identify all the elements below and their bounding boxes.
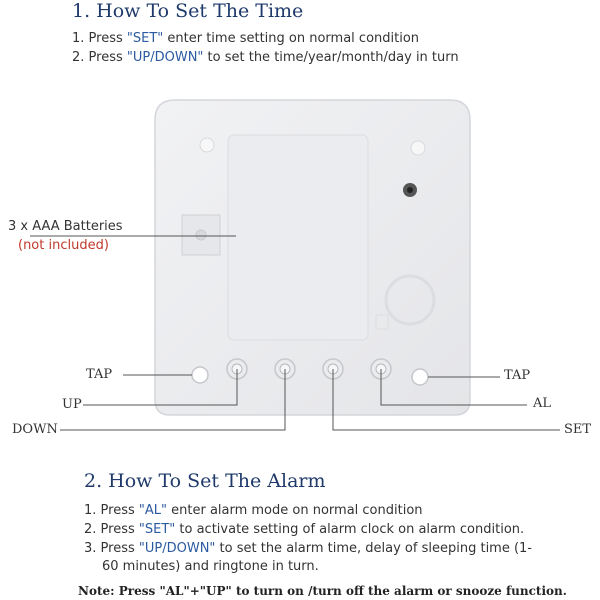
step-num: 1. Press xyxy=(84,503,139,518)
al-label: AL xyxy=(533,396,552,411)
step-num: 3. Press xyxy=(84,541,139,556)
step-text: to activate setting of alarm clock on alarm condition. xyxy=(175,522,525,537)
note-plus: + xyxy=(189,584,200,598)
battery-label: 3 x AAA Batteries xyxy=(8,219,123,234)
section2-step-1 xyxy=(84,503,423,518)
step-key: "UP/DOWN" xyxy=(138,541,216,556)
section2-step-2 xyxy=(84,522,524,537)
step-key: "AL" xyxy=(138,503,167,518)
section2-title: 2. How To Set The Alarm xyxy=(84,470,326,492)
set-label: SET xyxy=(564,422,592,437)
step-num: 1. Press xyxy=(72,31,127,46)
step-num: 2. Press xyxy=(72,50,127,65)
step-key: "SET" xyxy=(138,522,176,537)
step-num: 2. Press xyxy=(84,522,139,537)
mount-hole xyxy=(411,141,425,155)
up-label: UP xyxy=(62,397,82,412)
note-prefix: Note: Press xyxy=(78,584,160,598)
step-text: enter alarm mode on normal condition xyxy=(167,503,423,518)
step-key: "SET" xyxy=(126,31,164,46)
tap-right-label: TAP xyxy=(504,368,531,383)
mount-hole xyxy=(200,138,214,152)
step-text: to set the alarm time, delay of sleeping time (1- xyxy=(215,541,533,556)
battery-compartment xyxy=(228,135,368,340)
note-suffix: to turn on /turn off the alarm or snooze function. xyxy=(231,584,567,598)
tap-left-button xyxy=(192,367,208,383)
note-key-up: "UP" xyxy=(199,584,232,598)
tap-right-button xyxy=(412,369,428,385)
tap-left-label: TAP xyxy=(86,367,113,382)
note-line xyxy=(78,584,567,598)
step-text: enter time setting on normal condition xyxy=(163,31,420,46)
section2-step-3 xyxy=(84,541,532,556)
note-key-al: "AL" xyxy=(159,584,190,598)
battery-note: (not included) xyxy=(18,238,109,253)
down-label: DOWN xyxy=(12,422,58,437)
step-text: to set the time/year/month/day in turn xyxy=(203,50,459,65)
section1-title: 1. How To Set The Time xyxy=(72,0,304,22)
step-key: "UP/DOWN" xyxy=(126,50,204,65)
section2-step-3-cont: 60 minutes) and ringtone in turn. xyxy=(102,559,319,574)
